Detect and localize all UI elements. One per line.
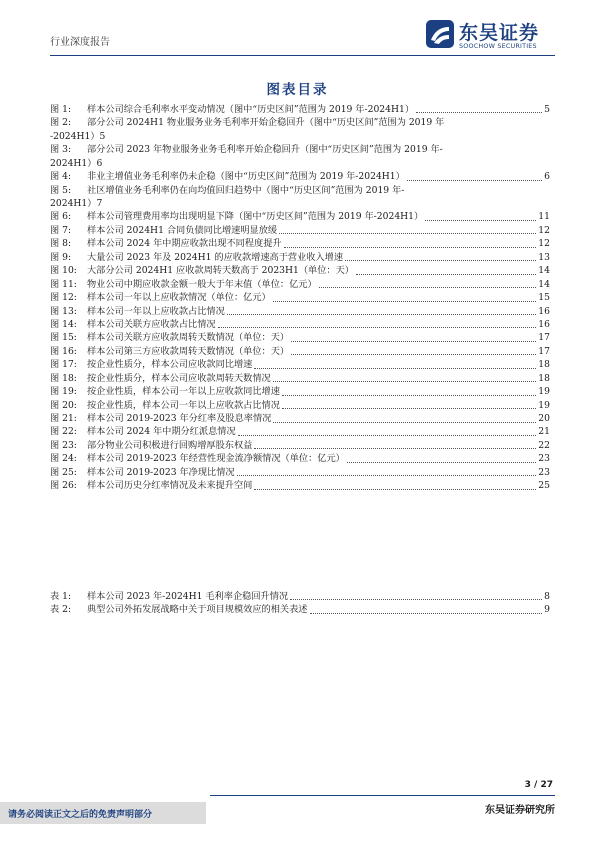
- figure-leader-dots: [291, 341, 536, 342]
- figure-page: 11: [538, 211, 550, 223]
- figure-label: 图 1:: [50, 103, 72, 115]
- figure-page: 22: [538, 439, 550, 451]
- figure-entry-first-line: [50, 143, 550, 156]
- figure-entry-line: [50, 426, 550, 439]
- figure-entry-first-line: [50, 116, 550, 129]
- figure-entry[interactable]: [50, 237, 550, 250]
- figure-page: 25: [538, 480, 550, 492]
- figure-page: 15: [538, 292, 550, 304]
- figure-page: 5: [99, 130, 106, 142]
- figure-label: 图 11:: [50, 278, 77, 290]
- figure-leader-dots: [237, 475, 537, 476]
- figure-page: 18: [538, 359, 550, 371]
- figure-entry[interactable]: [50, 305, 550, 318]
- figure-title: 样本公司一年以上应收款情况（单位：亿元）: [87, 292, 271, 304]
- figure-entry[interactable]: [50, 331, 550, 344]
- figure-leader-dots: [227, 314, 536, 315]
- figure-entry-line: [50, 399, 550, 412]
- figure-title-continued: -2024H1）: [50, 130, 100, 142]
- figure-leader-dots: [425, 220, 536, 221]
- figure-leader-dots: [284, 247, 537, 248]
- figure-entry-continuation: [50, 197, 550, 210]
- table-entry-line: [50, 590, 550, 603]
- figure-entry[interactable]: [50, 318, 550, 331]
- figure-entry-line: [50, 278, 550, 291]
- footer-institute: 东吴证券研究所: [485, 805, 555, 816]
- figure-title: 样本公司 2019-2023 年经营性现金流净额情况（单位：亿元）: [87, 453, 345, 465]
- logo-cn-text: 东吴证券: [459, 22, 540, 44]
- figure-entry[interactable]: [50, 452, 550, 465]
- page-number: 3 / 27: [524, 780, 553, 790]
- figure-entry-line: [50, 170, 550, 183]
- figure-entry-line: [50, 224, 550, 237]
- figure-label: 图 5:: [50, 184, 72, 196]
- figure-label: 图 2:: [50, 117, 72, 129]
- figure-title: 社区增值业务毛利率仍在向均值回归趋势中（图中“历史区间”范围为 2019 年-: [87, 184, 405, 196]
- figure-entry[interactable]: [50, 224, 550, 237]
- footer-disclaimer: 请务必阅读正文之后的免责声明部分: [8, 810, 153, 820]
- logo-en-text: SOOCHOW SECURITIES: [459, 42, 537, 50]
- figure-label: 图 10:: [50, 265, 77, 277]
- figure-title: 部分物业公司积极进行回购增厚股东权益: [87, 439, 253, 451]
- figure-entry[interactable]: [50, 291, 550, 304]
- figure-leader-dots: [319, 287, 537, 288]
- figure-label: 图 6:: [50, 211, 72, 223]
- figure-entry-line: [50, 264, 550, 277]
- figure-page: 16: [538, 318, 550, 330]
- page-header: [0, 0, 595, 58]
- figure-title: 样本公司第三方应收款周转天数情况（单位：天）: [87, 345, 290, 357]
- figure-label: 图 15:: [50, 332, 77, 344]
- figure-entry[interactable]: [50, 372, 550, 385]
- figure-entry[interactable]: [50, 251, 550, 264]
- figure-entry-line: [50, 479, 550, 492]
- figure-title: 样本公司 2019-2023 年净现比情况: [87, 466, 235, 478]
- figure-label: 图 7:: [50, 224, 72, 236]
- table-label: 表 1:: [50, 590, 72, 602]
- figure-leader-dots: [407, 180, 542, 181]
- figure-title: 样本公司 2024H1 合同负债同比增速明显放缓: [87, 224, 278, 236]
- table-entry-line: [50, 603, 550, 616]
- figure-entry[interactable]: [50, 466, 550, 479]
- table-page: 9: [544, 604, 550, 616]
- figure-title: 按企业性质，样本公司一年以上应收款同比增速: [87, 386, 280, 398]
- figure-label: 图 9:: [50, 251, 72, 263]
- table-entry[interactable]: [50, 590, 550, 603]
- figure-leader-dots: [347, 462, 536, 463]
- figure-label: 图 24:: [50, 453, 77, 465]
- figure-leader-dots: [291, 354, 536, 355]
- figure-leader-dots: [345, 260, 536, 261]
- figure-page: 21: [538, 426, 550, 438]
- figure-label: 图 20:: [50, 399, 77, 411]
- figure-entry-line: [50, 237, 550, 250]
- figure-title: 部分公司 2024H1 物业服务业务毛利率开始企稳回升（图中“历史区间”范围为 2019 年: [87, 117, 445, 129]
- figure-title: 按企业性质分，样本公司应收款同比增速: [87, 359, 253, 371]
- figure-entry[interactable]: [50, 116, 550, 143]
- figure-entry[interactable]: [50, 211, 550, 224]
- table-title: 典型公司外拓发展战略中关于项目规模效应的相关表述: [87, 604, 308, 616]
- figure-entry[interactable]: [50, 103, 550, 116]
- figure-entry-line: [50, 412, 550, 425]
- figure-title-continued: 2024H1）: [50, 157, 97, 169]
- figure-label: 图 17:: [50, 359, 77, 371]
- figure-entry-first-line: [50, 184, 550, 197]
- figure-title-continued: 2024H1）: [50, 198, 97, 210]
- figure-page: 5: [544, 103, 550, 115]
- figure-entry[interactable]: [50, 170, 550, 183]
- table-title: 样本公司 2023 年-2024H1 毛利率企稳回升情况: [87, 590, 289, 602]
- figure-entry[interactable]: [50, 264, 550, 277]
- figure-entry-line: [50, 291, 550, 304]
- figure-page: 17: [538, 332, 550, 344]
- figure-entry[interactable]: [50, 399, 550, 412]
- figure-title: 大量公司 2023 年及 2024H1 的应收款增速高于营业收入增速: [87, 251, 344, 263]
- figure-label: 图 26:: [50, 480, 77, 492]
- table-entry[interactable]: [50, 603, 550, 616]
- figure-entry-line: [50, 251, 550, 264]
- soochow-logo: [425, 17, 555, 53]
- figure-page: 19: [538, 399, 550, 411]
- figure-entry[interactable]: [50, 412, 550, 425]
- figure-list: [50, 103, 550, 493]
- figure-page: 18: [538, 372, 550, 384]
- figure-entry[interactable]: [50, 184, 550, 211]
- footer-divider: [210, 795, 555, 796]
- figure-entry[interactable]: [50, 439, 550, 452]
- figure-entry-line: [50, 452, 550, 465]
- figure-label: 图 19:: [50, 386, 77, 398]
- figure-leader-dots: [254, 489, 536, 490]
- figure-leader-dots: [273, 301, 537, 302]
- figure-leader-dots: [273, 381, 537, 382]
- figure-leader-dots: [279, 233, 536, 234]
- figure-title: 样本公司管理费用率均出现明显下降（图中“历史区间”范围为 2019 年-2024H1）: [87, 211, 424, 223]
- figure-label: 图 21:: [50, 413, 77, 425]
- figure-page: 14: [538, 265, 550, 277]
- report-section-label: 行业深度报告: [50, 37, 110, 48]
- figure-page: 23: [538, 466, 550, 478]
- figure-leader-dots: [254, 368, 536, 369]
- figure-entry[interactable]: [50, 143, 550, 170]
- figure-page: 14: [538, 278, 550, 290]
- figure-page: 7: [96, 198, 103, 210]
- figure-label: 图 3:: [50, 144, 72, 156]
- figure-entry-line: [50, 385, 550, 398]
- figure-title: 大部分公司 2024H1 应收款周转天数高于 2023H1（单位：天）: [87, 265, 354, 277]
- table-leader-dots: [310, 613, 543, 614]
- figure-label: 图 25:: [50, 466, 77, 478]
- figure-title: 样本公司关联方应收款占比情况: [87, 318, 216, 330]
- figure-leader-dots: [254, 448, 536, 449]
- figure-entry-line: [50, 358, 550, 371]
- figure-title: 样本公司一年以上应收款占比情况: [87, 305, 225, 317]
- figure-page: 17: [538, 345, 550, 357]
- figure-leader-dots: [238, 435, 537, 436]
- figure-label: 图 14:: [50, 318, 77, 330]
- figure-title: 按企业性质分，样本公司应收款周转天数情况: [87, 372, 271, 384]
- figure-leader-dots: [356, 274, 536, 275]
- figure-title: 样本公司 2024 年中期分红派息情况: [87, 426, 236, 438]
- figure-entry-line: [50, 466, 550, 479]
- figure-entry[interactable]: [50, 426, 550, 439]
- figure-page: 6: [96, 157, 103, 169]
- figure-label: 图 23:: [50, 439, 77, 451]
- figure-title: 样本公司 2019-2023 年分红率及股息率情况: [87, 413, 272, 425]
- figure-title: 非业主增值业务毛利率仍未企稳（图中“历史区间”范围为 2019 年-2024H1）: [87, 171, 405, 183]
- figure-entry-line: [50, 331, 550, 344]
- figure-title: 样本公司历史分红率情况及未来提升空间: [87, 480, 253, 492]
- figure-leader-dots: [416, 112, 542, 113]
- figure-title: 样本公司关联方应收款周转天数情况（单位：天）: [87, 332, 290, 344]
- figure-page: 19: [538, 386, 550, 398]
- figure-leader-dots: [218, 327, 537, 328]
- figure-entry-line: [50, 211, 550, 224]
- figure-page: 16: [538, 305, 550, 317]
- figure-entry[interactable]: [50, 278, 550, 291]
- page-title: 图表目录: [266, 82, 329, 98]
- figure-entry-line: [50, 318, 550, 331]
- figure-label: 图 18:: [50, 372, 77, 384]
- figure-entry-line: [50, 305, 550, 318]
- figure-label: 图 22:: [50, 426, 77, 438]
- figure-leader-dots: [282, 408, 536, 409]
- figure-entry[interactable]: [50, 479, 550, 492]
- table-label: 表 2:: [50, 604, 72, 616]
- soochow-logo-icon: [425, 19, 455, 49]
- figure-label: 图 12:: [50, 292, 77, 304]
- figure-entry-continuation: [50, 130, 550, 143]
- figure-title: 样本公司综合毛利率水平变动情况（图中“历史区间”范围为 2019 年-2024H1）: [87, 103, 415, 115]
- figure-entry[interactable]: [50, 358, 550, 371]
- table-list: [50, 590, 550, 617]
- figure-entry[interactable]: [50, 345, 550, 358]
- figure-page: 23: [538, 453, 550, 465]
- figure-label: 图 13:: [50, 305, 77, 317]
- figure-entry-line: [50, 345, 550, 358]
- figure-page: 13: [538, 251, 550, 263]
- figure-entry-line: [50, 372, 550, 385]
- figure-leader-dots: [282, 395, 536, 396]
- figure-label: 图 16:: [50, 345, 77, 357]
- table-page: 8: [544, 590, 550, 602]
- figure-entry[interactable]: [50, 385, 550, 398]
- figure-title: 物业公司中期应收款金额一般大于年末值（单位：亿元）: [87, 278, 317, 290]
- figure-title: 部分公司 2023 年物业服务业务毛利率开始企稳回升（图中“历史区间”范围为 2019 年-: [87, 144, 443, 156]
- figure-page: 6: [544, 171, 550, 183]
- figure-entry-continuation: [50, 157, 550, 170]
- figure-entry-line: [50, 103, 550, 116]
- table-leader-dots: [290, 599, 542, 600]
- figure-page: 20: [538, 413, 550, 425]
- header-divider: [50, 55, 555, 56]
- figure-title: 按企业性质，样本公司一年以上应收款占比情况: [87, 399, 280, 411]
- figure-page: 12: [538, 238, 550, 250]
- figure-leader-dots: [273, 422, 536, 423]
- figure-label: 图 8:: [50, 238, 72, 250]
- figure-label: 图 4:: [50, 171, 72, 183]
- figure-entry-line: [50, 439, 550, 452]
- figure-page: 12: [538, 224, 550, 236]
- figure-title: 样本公司 2024 年中期应收款出现不同程度提升: [87, 238, 282, 250]
